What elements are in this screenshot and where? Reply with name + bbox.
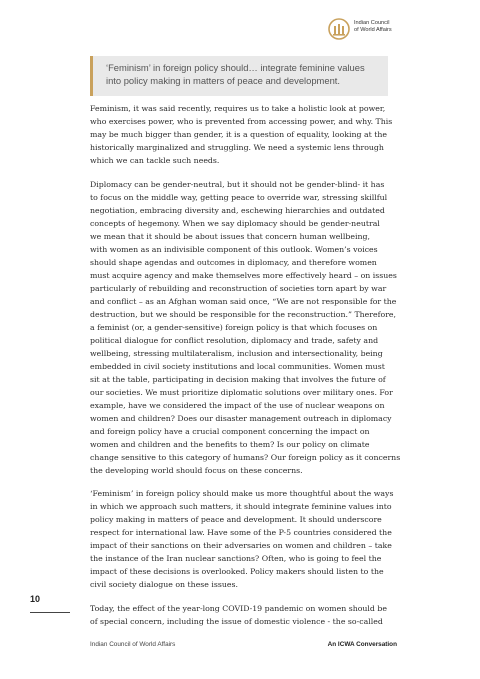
- org-name-line-1: Indian Council: [354, 20, 390, 26]
- text-line: we mean that it should be about issues that concern human wellbeing,: [90, 231, 370, 241]
- text-line: concepts of hegemony. When we say diplomacy should be gender-neutral: [90, 218, 380, 228]
- pull-quote: [90, 56, 388, 96]
- footer-series: An ICWA Conversation: [327, 641, 397, 648]
- text-line: change sensitive to this category of humans? Our foreign policy as it concerns: [90, 452, 401, 462]
- text-line: Today, the effect of the year-long COVID-19 pandemic on women should be: [90, 603, 387, 613]
- text-line: example, have we considered the impact of the use of nuclear weapons on: [90, 400, 385, 410]
- icwa-logo: [328, 18, 392, 40]
- text-line: of special concern, including the issue of domestic violence - the so-called: [90, 616, 383, 626]
- text-line: negotiation, embracing diversity and, eschewing hierarchies and outdated: [90, 205, 385, 215]
- text-line: wellbeing, stressing multilateralism, inclusion and intersectionality, being: [90, 348, 383, 358]
- text-line: embedded in civil society institutions and local communities. Women must: [90, 361, 385, 371]
- text-line: destruction, but we should be responsible for the reconstruction.” Therefore,: [90, 309, 397, 319]
- text-line: must acquire agency and make themselves more effectively heard – on issues: [90, 270, 397, 280]
- pull-quote-line: ‘Feminism’ in foreign policy should… integrate feminine values: [106, 62, 365, 73]
- text-line: and foreign policy have a crucial component concerning the impact on: [90, 426, 370, 436]
- text-line: with women as an indivisible component of this outlook. Women’s voices: [90, 244, 378, 254]
- body-paragraph: [90, 602, 400, 628]
- text-line: impact of their sanctions on their adversaries on women and children – take: [90, 541, 392, 550]
- text-line: a feminist (or, a gender-sensitive) foreign policy is that which focuses on: [90, 322, 378, 332]
- text-line: respect for international law. Have some of the P-5 countries considered the: [90, 528, 392, 537]
- text-line: particularly of rebuilding and reconstruction of societies torn apart by war: [90, 283, 387, 293]
- text-line: our societies. We must prioritize diplomatic solutions over military ones. For: [90, 387, 393, 397]
- text-line: Feminism, it was said recently, requires us to take a holistic look at power,: [90, 104, 386, 113]
- text-line: the developing world should focus on these concerns.: [90, 465, 303, 475]
- text-line: sit at the table, participating in decision making that involves the future of: [90, 374, 386, 384]
- text-line: impact of these decisions is overlooked. Policy makers should listen to the: [90, 567, 384, 576]
- text-line: should shape agendas and outcomes in diplomacy, and therefore women: [90, 257, 377, 267]
- footer-publisher: Indian Council of World Affairs: [90, 641, 176, 648]
- text-line: to focus on the middle way, getting peace to override war, stressing skillful: [90, 192, 388, 202]
- text-line: in which we approach such matters, it should integrate feminine values into: [90, 502, 392, 511]
- org-name: [354, 18, 392, 33]
- text-line: who exercises power, who is prevented from accessing power, and why. This: [90, 117, 393, 126]
- text-line: ‘Feminism’ in foreign policy should make us more thoughtful about the ways: [90, 489, 394, 498]
- text-line: women and children? Does our disaster management outreach in diplomacy: [90, 413, 392, 423]
- org-name-line-2: of World Affairs: [354, 26, 392, 33]
- page-number: 10: [30, 594, 41, 604]
- text-line: and conflict – as an Afghan woman said once, “We are not responsible for the: [90, 296, 397, 306]
- text-line: policy making in matters of peace and development. It should underscore: [90, 515, 382, 524]
- text-line: political dialogue for conflict resolution, diplomacy and trade, safety and: [90, 335, 379, 345]
- article-body: [90, 102, 400, 638]
- icwa-emblem-icon: [328, 18, 350, 40]
- text-line: Diplomacy can be gender-neutral, but it should not be gender-blind- it has: [90, 179, 385, 189]
- pull-quote-line: into policy making in matters of peace and development.: [106, 74, 340, 86]
- text-line: may be much bigger than gender, it is a question of equality, looking at the: [90, 130, 387, 139]
- text-line: women and children and the benefits to them? Is our policy on climate: [90, 439, 370, 449]
- text-line: historically marginalized and struggling. We need a systemic lens through: [90, 143, 384, 152]
- text-line: which we can tackle such needs.: [90, 156, 220, 165]
- text-line: civil society dialogue on these issues.: [90, 580, 239, 589]
- text-line: the instance of the Iran nuclear sanctions? Often, who is going to feel the: [90, 554, 382, 563]
- body-paragraph: [90, 102, 400, 167]
- page-number-rule: [30, 612, 70, 613]
- body-paragraph: [90, 487, 400, 591]
- body-paragraph: [90, 178, 400, 477]
